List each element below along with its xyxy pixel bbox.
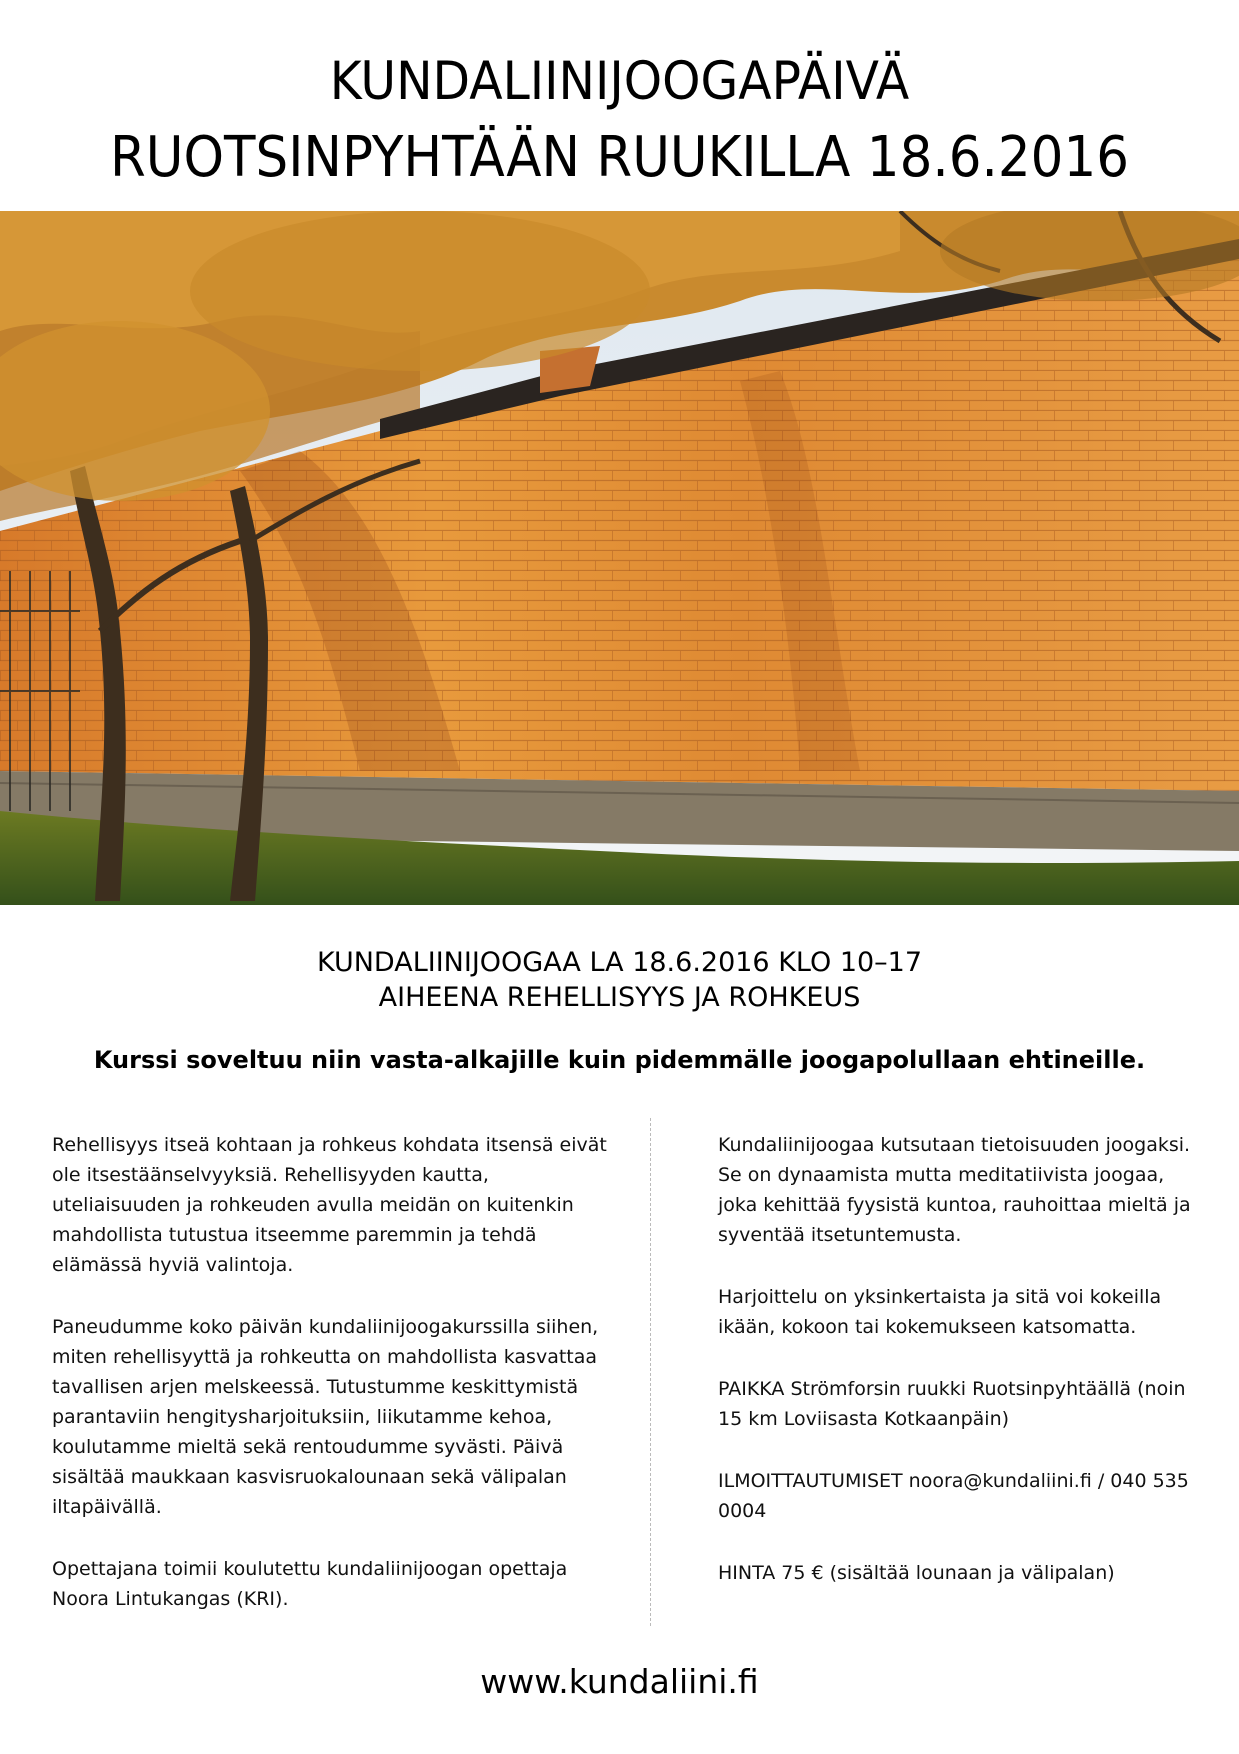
right-paragraph-1: Kundaliinijoogaa kutsutaan tietoisuuden joogaksi. Se on dynaamista mutta meditatiivista joogaa, joka kehittää fyysistä kuntoa, rauhoittaa mieltä ja syventää itsetuntemusta.	[718, 1134, 1191, 1246]
column-divider	[650, 1118, 651, 1626]
right-column	[718, 1130, 1198, 1620]
intro-sentence: Kurssi soveltuu niin vasta-alkajille kuin pidemmälle joogapolullaan ehtineille.	[93, 1046, 1146, 1074]
right-paragraph-registration: ILMOITTAUTUMISET noora@kundaliini.fi / 040 535 0004	[718, 1470, 1189, 1522]
footer-website-link[interactable]: www.kundaliini.fi	[480, 1662, 759, 1701]
right-paragraph-2: Harjoittelu on yksinkertaista ja sitä voi kokeilla ikään, kokoon tai kokemukseen katsomatta.	[718, 1286, 1162, 1338]
right-paragraph-location: PAIKKA Strömforsin ruukki Ruotsinpyhtäällä (noin 15 km Loviisasta Kotkaanpäin)	[718, 1378, 1186, 1430]
event-time-line: KUNDALIINIJOOGAA LA 18.6.2016 KLO 10–17	[316, 947, 923, 978]
title-line-1: KUNDALIINIJOOGAPÄIVÄ	[329, 51, 910, 112]
left-column	[52, 1130, 612, 1646]
title-line-2: RUOTSINPYHTÄÄN RUUKILLA 18.6.2016	[109, 125, 1130, 190]
event-theme-line: AIHEENA REHELLISYYS JA ROHKEUS	[378, 982, 861, 1013]
right-paragraph-price: HINTA 75 € (sisältää lounaan ja välipalan)	[718, 1562, 1115, 1584]
left-paragraph-3: Opettajana toimii koulutettu kundaliinijoogan opettaja Noora Lintukangas (KRI).	[52, 1558, 568, 1610]
left-paragraph-2: Paneudumme koko päivän kundaliinijoogakurssilla siihen, miten rehellisyyttä ja rohkeutta on mahdollista kasvattaa tavallisen arjen melskeessä. Tutustumme keskittymistä parantaviin hengitysharjoituksiin, liikutamme kehoa, koulutamme mieltä sekä rentoudumme syvästi. Päivä sisältää maukkaan kasvisruokalounaan sekä välipalan iltapäivällä.	[52, 1316, 599, 1518]
left-paragraph-1: Rehellisyys itseä kohtaan ja rohkeus kohdata itsensä eivät ole itsestäänselvyyksiä. Rehellisyyden kautta, uteliaisuuden ja rohkeuden avulla meidän on kuitenkin mahdollista tutustua itseemme paremmin ja tehdä elämässä hyviä valintoja.	[52, 1134, 607, 1276]
brick-wall-photo	[0, 211, 1239, 905]
